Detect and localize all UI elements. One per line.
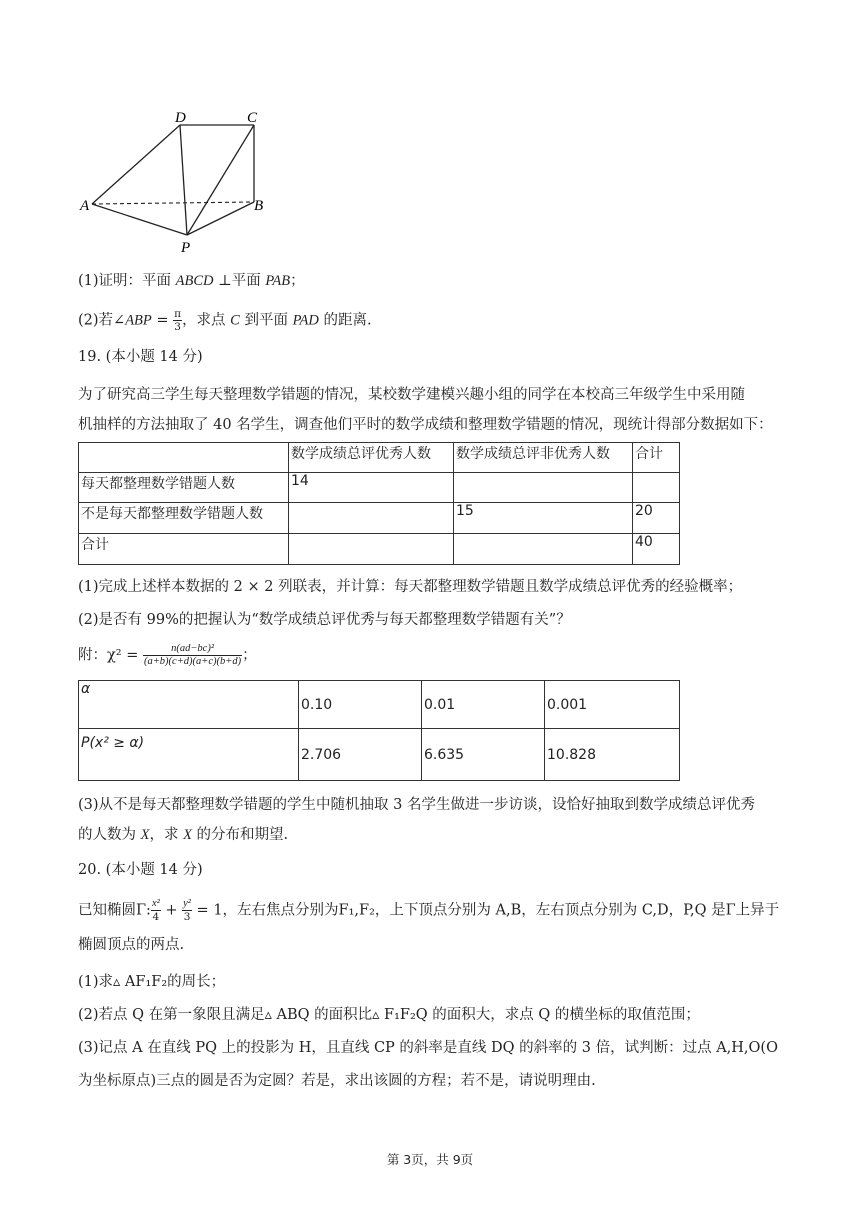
label-P: P (181, 240, 191, 256)
q19-part1: (1)完成上述样本数据的 2 × 2 列联表，并计算：每天都整理数学错题且数学成绩总评优秀的经验概率； (78, 579, 743, 595)
table-cell: 15 (454, 503, 633, 534)
table-cell: 合计 (79, 534, 289, 565)
label-C: C (247, 110, 258, 126)
table-cell (289, 503, 454, 534)
table-cell: 2.706 (299, 729, 422, 781)
table-cell: 14 (289, 473, 454, 503)
q19-part3-line2: 的人数为 X，求 X 的分布和期望. (78, 827, 289, 843)
table-cell: 每天都整理数学错题人数 (79, 473, 289, 503)
chi-square-formula: 附：χ² = $\frac{\text{n(ad−bc)²}}{(a+b)(c+d)(a+c)(b+d)}$ ； (78, 643, 257, 667)
table-cell: 10.828 (545, 729, 680, 781)
table-row (79, 503, 680, 534)
table-cell: 0.10 (299, 681, 422, 729)
q20-part3-line2: 为坐标原点)三点的圆是否为定圆？若是，求出该圆的方程；若不是，请说明理由. (78, 1073, 596, 1089)
edge-AD (92, 125, 180, 204)
edge-AB-hidden (92, 202, 254, 204)
table-cell (454, 534, 633, 565)
q20-line2: 椭圆顶点的两点. (78, 937, 185, 953)
label-B: B (254, 198, 264, 214)
table-cell: 0.001 (545, 681, 680, 729)
table-row (79, 473, 680, 503)
critical-value-table (78, 680, 680, 781)
table-cell (633, 473, 680, 503)
q19-part3-line1: (3)从不是每天都整理数学错题的学生中随机抽取 3 名学生做进一步访谈，设恰好抽取到数学成绩总评优秀 (78, 797, 755, 813)
table-cell (79, 443, 289, 473)
edge-DP (180, 125, 187, 235)
q20-part1: (1)求▵ AF₁F₂的周长； (78, 974, 226, 990)
table-header-row (79, 443, 680, 473)
table-cell: 合计 (633, 443, 680, 473)
contingency-table (78, 442, 680, 565)
table-cell: 数学成绩总评非优秀人数 (454, 443, 633, 473)
q18-part2: (2)若∠ABP = $\frac{\pi}{3}$ ，求点 C 到平面 PAD 的距离. (78, 308, 372, 333)
q20-line1: 已知椭圆Γ: $\frac{\text{x²}}{4}$ + $\frac{\text{y²}}{3}$ = 1，左右焦点分别为F₁,F₂，上下顶点分别为 A,B，左右顶点分别为 C,D，P,Q 是Γ上异于 (78, 898, 780, 923)
table-row (79, 681, 680, 729)
table-cell: 0.01 (422, 681, 545, 729)
q19-part2: (2)是否有 99%的把握认为“数学成绩总评优秀与每天都整理数学错题有关”？ (78, 612, 571, 628)
label-A: A (80, 198, 90, 214)
q20-part3-line1: (3)记点 A 在直线 PQ 上的投影为 H，且直线 CP 的斜率是直线 DQ 的斜率的 3 倍，试判断：过点 A,H,O(O (78, 1040, 778, 1056)
label-D: D (175, 110, 186, 126)
table-cell: 20 (633, 503, 680, 534)
table-cell: P(x² ≥ α) (79, 729, 299, 781)
table-cell: 6.635 (422, 729, 545, 781)
table-cell: α (79, 681, 299, 729)
geometry-figure (70, 100, 280, 260)
table-row (79, 534, 680, 565)
q20-part2: (2)若点 Q 在第一象限且满足▵ ABQ 的面积比▵ F₁F₂Q 的面积大，求点 Q 的横坐标的取值范围； (78, 1007, 700, 1023)
table-cell: 数学成绩总评优秀人数 (289, 443, 454, 473)
q20-heading: 20. (本小题 14 分) (78, 862, 203, 878)
table-cell (454, 473, 633, 503)
table-cell: 不是每天都整理数学错题人数 (79, 503, 289, 534)
table-cell: 40 (633, 534, 680, 565)
q19-heading: 19. (本小题 14 分) (78, 349, 203, 365)
table-cell (289, 534, 454, 565)
q19-intro-line2: 机抽样的方法抽取了 40 名学生，调查他们平时的数学成绩和整理数学错题的情况，现统计得部分数据如下： (78, 417, 773, 433)
q18-part1: (1)证明：平面 ABCD ⊥平面 PAB； (78, 273, 305, 289)
q19-intro-line1: 为了研究高三学生每天整理数学错题的情况，某校数学建模兴趣小组的同学在本校高三年级学生中采用随 (78, 387, 745, 403)
page-footer: 第 3页，共 9页 (386, 1152, 474, 1167)
edge-AP (92, 204, 187, 235)
table-row (79, 729, 680, 781)
